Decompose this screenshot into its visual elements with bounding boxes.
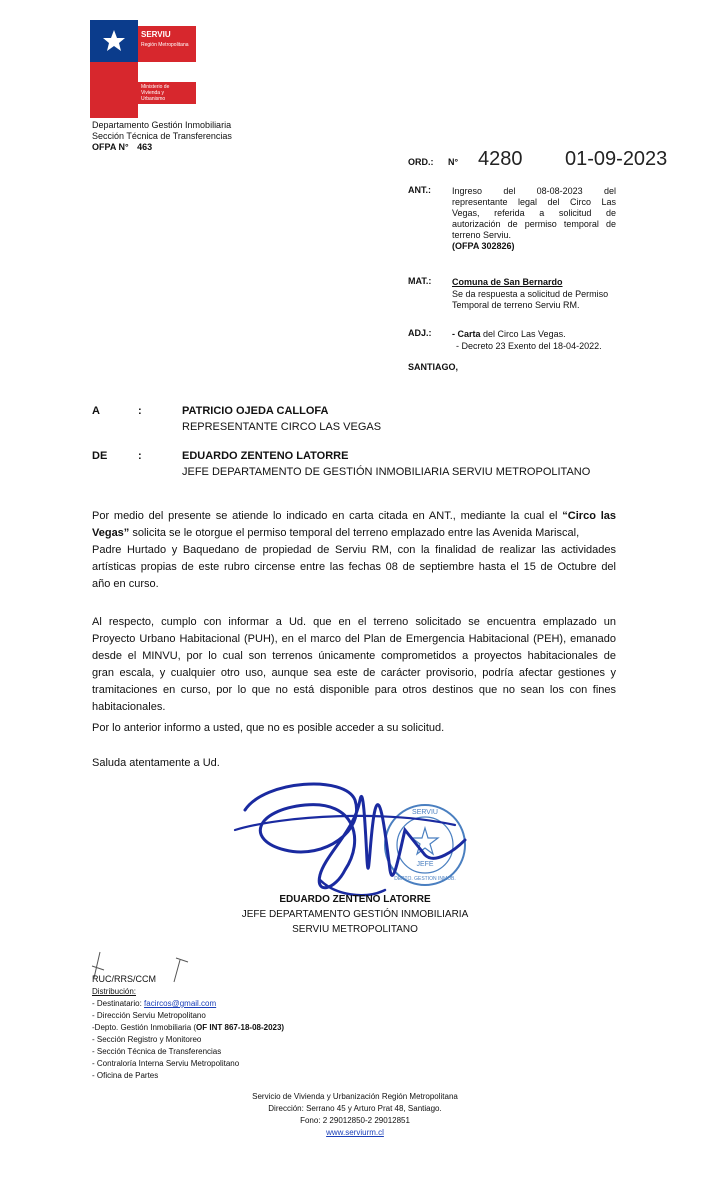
header-section: Sección Técnica de Transferencias bbox=[92, 131, 232, 141]
adj-item: - Decreto 23 Exento del 18-04-2022. bbox=[456, 341, 602, 351]
footer-website bbox=[180, 1128, 530, 1138]
footer-line: Dirección: Serrano 45 y Arturo Prat 48, Santiago. bbox=[268, 1104, 442, 1113]
logo-red-block bbox=[90, 62, 138, 118]
distribution-item: - Dirección Serviu Metropolitano bbox=[92, 1011, 206, 1020]
to-name: PATRICIO OJEDA CALLOFA bbox=[182, 405, 329, 417]
distribution-item: - Sección Registro y Monitoreo bbox=[92, 1035, 202, 1044]
mat-label: MAT.: bbox=[408, 276, 432, 286]
adj-bullet: - bbox=[452, 329, 455, 339]
para1-bold: “Circo las bbox=[562, 510, 616, 522]
footer-line: Servicio de Vivienda y Urbanización Región Metropolitana bbox=[252, 1092, 458, 1101]
adj-bold: Carta bbox=[457, 329, 481, 339]
chile-shield-icon bbox=[98, 26, 130, 56]
para1-text: solicita se le otorgue el permiso temporal del terreno emplazado entre las Avenida Mariscal, bbox=[129, 527, 580, 539]
to-label: A bbox=[92, 405, 100, 417]
from-colon: : bbox=[138, 450, 142, 462]
distribution-dest bbox=[92, 999, 216, 1009]
signature-name: EDUARDO ZENTENO LATORRE bbox=[279, 894, 431, 905]
para1-text: Por medio del presente se atiende lo indicado en carta citada en ANT., mediante la cual el bbox=[92, 510, 563, 522]
ofpa-value: 463 bbox=[137, 142, 153, 152]
ord-label: ORD.: bbox=[408, 157, 434, 167]
place: SANTIAGO, bbox=[408, 362, 459, 372]
depto-ref: OF INT 867-18-08-2023) bbox=[196, 1023, 285, 1032]
ant-line: Vegas, referida a solicitud de bbox=[452, 208, 616, 218]
from-role: JEFE DEPARTAMENTO DE GESTIÓN INMOBILIARIA SERVIU METROPOLITANO bbox=[182, 466, 591, 478]
para1-line: año en curso. bbox=[92, 578, 159, 590]
ord-n-label: N° bbox=[448, 157, 459, 167]
para3: Por lo anterior informo a usted, que no es posible acceder a su solicitud. bbox=[92, 722, 445, 734]
distribution-depto bbox=[92, 1023, 284, 1033]
logo-ministry bbox=[138, 82, 196, 104]
dest-email-link[interactable]: facircos@gmail.com bbox=[144, 999, 217, 1008]
initials: RUC/RRS/CCM bbox=[92, 974, 156, 984]
mat-line: Temporal de terreno Serviu RM. bbox=[452, 300, 580, 310]
distribution-item: - Oficina de Partes bbox=[92, 1071, 159, 1080]
logo-title: SERVIU bbox=[141, 30, 171, 39]
ofpa-label: OFPA N° bbox=[92, 142, 129, 152]
from-name: EDUARDO ZENTENO LATORRE bbox=[182, 450, 349, 462]
ant-line: terreno Serviu. bbox=[452, 230, 512, 240]
logo-ministry-line: Urbanismo bbox=[141, 96, 166, 102]
dest-label: - Destinatario: bbox=[92, 999, 145, 1008]
logo-title-box bbox=[138, 26, 196, 62]
stamp-bottom-text: DEPTO. GESTION INMOB. bbox=[394, 876, 456, 882]
logo-ministry-line: Ministerio de bbox=[141, 84, 170, 90]
ant-label: ANT.: bbox=[408, 185, 431, 195]
mat-line: Se da respuesta a solicitud de Permiso bbox=[452, 289, 609, 299]
distribution-item: - Contraloría Interna Serviu Metropolitano bbox=[92, 1059, 240, 1068]
para1-line: artísticas propias de este rubro circense entre las fechas 08 de septiembre hasta el 15 de Octubre del bbox=[92, 561, 616, 573]
ant-ref: (OFPA 302826) bbox=[452, 241, 515, 251]
depto-text: -Depto. Gestión Inmobiliaria ( bbox=[92, 1023, 197, 1032]
para2-line: Proyecto Urbano Habitacional (PUH), en el marco del Plan de Emergencia Habitacional (PEH), emanado bbox=[92, 633, 616, 645]
ant-line: autorización de permiso temporal de bbox=[452, 219, 616, 229]
signature-role: JEFE DEPARTAMENTO GESTIÓN INMOBILIARIA bbox=[241, 909, 469, 920]
logo-ministry-line: Vivienda y bbox=[141, 90, 164, 96]
para2-line: tramitaciones en curso, por lo que no está disponible para otros destinos que no sean los con fines bbox=[92, 684, 616, 696]
ord-date: 01-09-2023 bbox=[565, 148, 668, 170]
footer-line: Fono: 2 29012850-2 29012851 bbox=[300, 1116, 410, 1125]
website-link[interactable]: www.serviurm.cl bbox=[326, 1128, 384, 1137]
stamp-top-text: SERVIU bbox=[412, 809, 438, 816]
closing: Saluda atentamente a Ud. bbox=[92, 757, 220, 769]
adj-item bbox=[452, 329, 566, 340]
para1-line bbox=[92, 525, 616, 542]
distribution-item: - Sección Técnica de Transferencias bbox=[92, 1047, 222, 1056]
header-dept: Departamento Gestión Inmobiliaria bbox=[92, 120, 232, 130]
logo-blue-block bbox=[90, 20, 138, 62]
adj-label: ADJ.: bbox=[408, 328, 432, 338]
signature-role: SERVIU METROPOLITANO bbox=[292, 924, 418, 935]
para2-line: Al respecto, cumplo con informar a Ud. que en el terreno solicitado se encuentra emplazado un bbox=[92, 616, 616, 628]
para1-bold: Vegas” bbox=[92, 527, 130, 539]
para1-line: Padre Hurtado y Baquedano de propiedad de Serviu RM, con la finalidad de realizar las actividades bbox=[92, 544, 616, 556]
para2-line: desde el MINVU, por lo cual son terrenos únicamente comprometidos a proyectos habitacionales de bbox=[92, 650, 616, 662]
para2-line: habitacionales. bbox=[92, 701, 166, 713]
from-label: DE bbox=[92, 450, 108, 462]
serviu-logo bbox=[90, 20, 189, 118]
ant-line: representante legal del Circo Las bbox=[452, 197, 616, 207]
logo-subtitle: Región Metropolitana bbox=[141, 42, 189, 48]
para1-line bbox=[92, 508, 616, 525]
ord-number: 4280 bbox=[478, 148, 523, 170]
mat-subject: Comuna de San Bernardo bbox=[452, 277, 563, 287]
adj-rest: del Circo Las Vegas. bbox=[480, 329, 566, 339]
ant-line: Ingreso del 08-08-2023 del bbox=[452, 186, 616, 196]
header-ofpa bbox=[92, 142, 152, 153]
stamp-mid-text: JEFE bbox=[416, 861, 434, 868]
to-colon: : bbox=[138, 405, 142, 417]
para2-line: gran escala, y cualquier otro uso, aunque sea este de carácter provisorio, podría afectar gestiones y bbox=[92, 667, 616, 679]
to-role: REPRESENTANTE CIRCO LAS VEGAS bbox=[182, 421, 382, 433]
distribution-title: Distribución: bbox=[92, 987, 137, 996]
